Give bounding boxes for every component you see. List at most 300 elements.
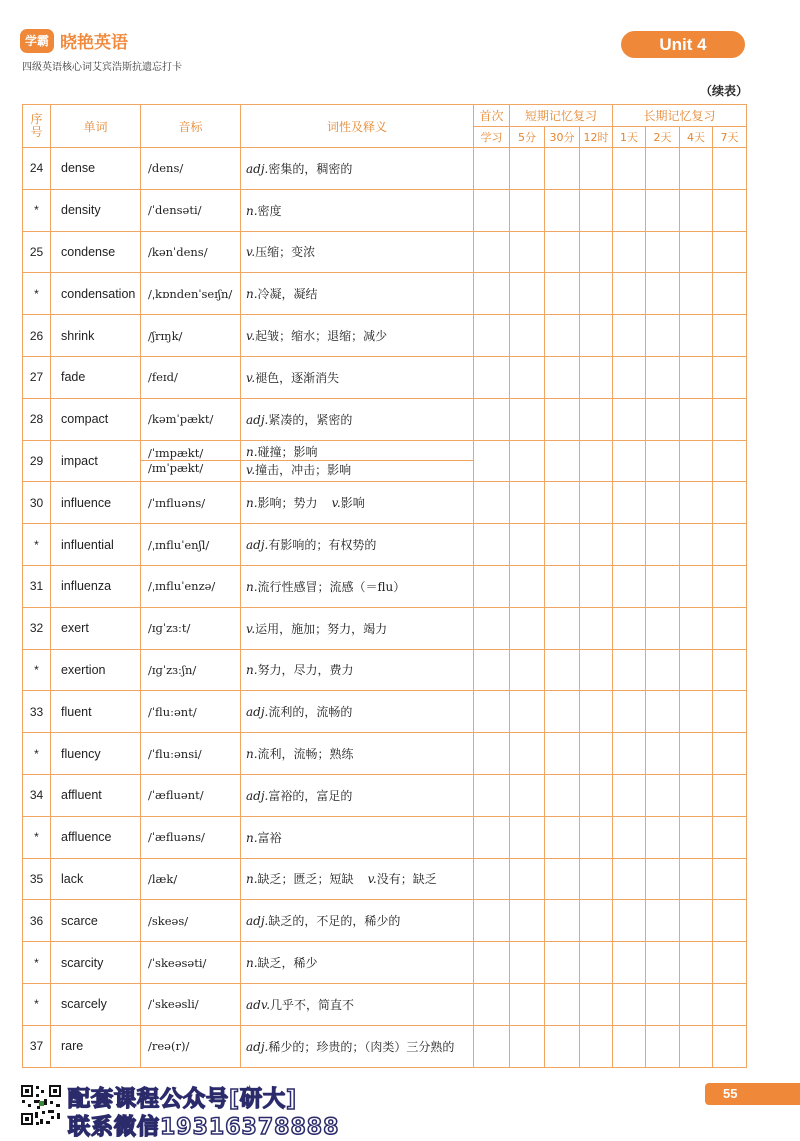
review-checkbox-cell[interactable] (545, 482, 580, 524)
entry-phonetic: /læk/ (141, 858, 241, 900)
continued-label: （续表） (700, 84, 749, 98)
entry-definition (241, 816, 474, 858)
meaning-text: 褪色，逐渐消失 (255, 370, 340, 385)
review-checkbox-cell[interactable] (713, 733, 747, 775)
review-checkbox-cell[interactable] (580, 900, 613, 942)
table-row (23, 440, 747, 482)
review-checkbox-cell[interactable] (545, 900, 580, 942)
entry-number: 28 (23, 398, 51, 440)
entry-number: 36 (23, 900, 51, 942)
review-checkbox-cell[interactable] (580, 273, 613, 315)
review-checkbox-cell[interactable] (510, 482, 545, 524)
entry-word: rare (51, 1025, 141, 1067)
review-checkbox-cell[interactable] (680, 816, 713, 858)
entry-word: dense (51, 148, 141, 190)
entry-phonetic: /reə(r)/ (141, 1025, 241, 1067)
review-checkbox-cell[interactable] (646, 189, 680, 231)
review-checkbox-cell[interactable] (510, 148, 545, 190)
review-checkbox-cell[interactable] (646, 398, 680, 440)
entry-word: exertion (51, 649, 141, 691)
review-checkbox-cell[interactable] (474, 315, 510, 357)
review-checkbox-cell[interactable] (580, 524, 613, 566)
review-checkbox-cell[interactable] (474, 398, 510, 440)
review-checkbox-cell[interactable] (713, 315, 747, 357)
review-checkbox-cell[interactable] (713, 189, 747, 231)
review-checkbox-cell[interactable] (580, 733, 613, 775)
review-checkbox-cell[interactable] (510, 942, 545, 984)
derivative-star: * (23, 273, 51, 315)
review-checkbox-cell[interactable] (646, 900, 680, 942)
review-checkbox-cell[interactable] (580, 607, 613, 649)
entry-phonetic: /skeəs/ (141, 900, 241, 942)
review-checkbox-cell[interactable] (510, 231, 545, 273)
review-checkbox-cell[interactable] (545, 942, 580, 984)
header-first-study-top: 首次 (474, 105, 510, 127)
table-row (23, 900, 747, 942)
review-checkbox-cell[interactable] (580, 1025, 613, 1067)
part-of-speech: v. (246, 621, 256, 636)
entry-definition (241, 1025, 474, 1067)
entry-word: shrink (51, 315, 141, 357)
review-checkbox-cell[interactable] (613, 482, 646, 524)
promo-line-2: 联系微信19316378888 (68, 1115, 340, 1140)
review-checkbox-cell[interactable] (680, 148, 713, 190)
review-checkbox-cell[interactable] (713, 607, 747, 649)
meaning-text: 没有；缺乏 (376, 872, 437, 887)
review-checkbox-cell[interactable] (580, 691, 613, 733)
review-checkbox-cell[interactable] (545, 1025, 580, 1067)
entry-definition (241, 983, 474, 1025)
vocabulary-table (22, 104, 747, 1068)
review-checkbox-cell[interactable] (680, 983, 713, 1025)
meaning-text: 撞击，冲击；影响 (255, 463, 352, 478)
review-checkbox-cell[interactable] (474, 649, 510, 691)
meaning-text: 影响；势力 (257, 496, 318, 511)
entry-word: affluence (51, 816, 141, 858)
derivative-star: * (23, 649, 51, 691)
entry-word: scarcely (51, 983, 141, 1025)
table-row (23, 482, 747, 524)
review-checkbox-cell[interactable] (680, 733, 713, 775)
review-checkbox-cell[interactable] (510, 858, 545, 900)
review-checkbox-cell[interactable] (580, 649, 613, 691)
review-checkbox-cell[interactable] (646, 858, 680, 900)
review-checkbox-cell[interactable] (545, 607, 580, 649)
review-checkbox-cell[interactable] (646, 482, 680, 524)
review-checkbox-cell[interactable] (613, 1025, 646, 1067)
header-phonetic: 音标 (141, 105, 241, 148)
meaning-text: 密度 (257, 203, 282, 218)
review-checkbox-cell[interactable] (646, 983, 680, 1025)
meaning-text: 缺乏，稀少 (257, 956, 318, 971)
review-checkbox-cell[interactable] (680, 440, 713, 482)
review-checkbox-cell[interactable] (680, 1025, 713, 1067)
review-checkbox-cell[interactable] (613, 858, 646, 900)
review-checkbox-cell[interactable] (613, 315, 646, 357)
page-header (0, 0, 800, 98)
review-checkbox-cell[interactable] (646, 148, 680, 190)
review-checkbox-cell[interactable] (474, 189, 510, 231)
review-checkbox-cell[interactable] (474, 356, 510, 398)
review-checkbox-cell[interactable] (646, 607, 680, 649)
review-checkbox-cell[interactable] (646, 774, 680, 816)
review-checkbox-cell[interactable] (613, 816, 646, 858)
review-checkbox-cell[interactable] (680, 231, 713, 273)
review-checkbox-cell[interactable] (680, 900, 713, 942)
meaning-text: 密集的，稠密的 (268, 161, 353, 176)
entry-number: 31 (23, 565, 51, 607)
review-checkbox-cell[interactable] (510, 607, 545, 649)
entry-word: condensation (51, 273, 141, 315)
review-checkbox-cell[interactable] (474, 524, 510, 566)
review-checkbox-cell[interactable] (580, 398, 613, 440)
table-row (23, 858, 747, 900)
review-checkbox-cell[interactable] (646, 691, 680, 733)
entry-word: fluent (51, 691, 141, 733)
table-row (23, 398, 747, 440)
review-checkbox-cell[interactable] (545, 524, 580, 566)
part-of-speech: v. (246, 329, 256, 344)
review-checkbox-cell[interactable] (510, 356, 545, 398)
review-checkbox-cell[interactable] (545, 983, 580, 1025)
entry-phonetic: /ˈæfluəns/ (141, 816, 241, 858)
review-checkbox-cell[interactable] (510, 273, 545, 315)
meaning-text: 缺乏；匮乏；短缺 (257, 872, 354, 887)
entry-phonetic: /kənˈdens/ (141, 231, 241, 273)
part-of-speech: n. (246, 663, 258, 678)
review-checkbox-cell[interactable] (510, 440, 545, 482)
review-checkbox-cell[interactable] (713, 816, 747, 858)
entry-definition (241, 315, 474, 357)
review-checkbox-cell[interactable] (613, 900, 646, 942)
brand-name: 晓艳英语 (60, 33, 128, 53)
review-checkbox-cell[interactable] (713, 273, 747, 315)
review-checkbox-cell[interactable] (580, 440, 613, 482)
review-checkbox-cell[interactable] (580, 983, 613, 1025)
entry-phonetic: /ˈskeəsli/ (141, 983, 241, 1025)
review-checkbox-cell[interactable] (613, 440, 646, 482)
review-checkbox-cell[interactable] (580, 858, 613, 900)
review-checkbox-cell[interactable] (680, 189, 713, 231)
header-short-term: 短期记忆复习 (510, 105, 613, 127)
entry-definition (241, 774, 474, 816)
review-checkbox-cell[interactable] (646, 733, 680, 775)
review-checkbox-cell[interactable] (713, 231, 747, 273)
review-checkbox-cell[interactable] (646, 273, 680, 315)
review-checkbox-cell[interactable] (713, 524, 747, 566)
table-row (23, 148, 747, 190)
table-row (23, 524, 747, 566)
review-checkbox-cell[interactable] (713, 774, 747, 816)
header-interval: 30分 (545, 127, 580, 148)
review-checkbox-cell[interactable] (474, 607, 510, 649)
review-checkbox-cell[interactable] (474, 148, 510, 190)
table-row (23, 1025, 747, 1067)
review-checkbox-cell[interactable] (474, 858, 510, 900)
review-checkbox-cell[interactable] (646, 565, 680, 607)
review-checkbox-cell[interactable] (510, 816, 545, 858)
review-checkbox-cell[interactable] (474, 691, 510, 733)
part-of-speech: adj. (246, 914, 269, 929)
review-checkbox-cell[interactable] (510, 398, 545, 440)
review-checkbox-cell[interactable] (510, 733, 545, 775)
part-of-speech: n. (246, 444, 258, 459)
review-checkbox-cell[interactable] (580, 356, 613, 398)
review-checkbox-cell[interactable] (545, 649, 580, 691)
review-checkbox-cell[interactable] (580, 148, 613, 190)
review-checkbox-cell[interactable] (580, 816, 613, 858)
book-subtitle: 四级英语核心词艾宾浩斯抗遗忘打卡 (22, 62, 182, 73)
part-of-speech: adj. (246, 538, 269, 553)
phonetic-noun: /ˈɪmpækt/ (148, 446, 204, 461)
review-checkbox-cell[interactable] (646, 440, 680, 482)
review-checkbox-cell[interactable] (613, 691, 646, 733)
review-checkbox-cell[interactable] (545, 816, 580, 858)
review-checkbox-cell[interactable] (510, 774, 545, 816)
review-checkbox-cell[interactable] (545, 315, 580, 357)
entry-number: 26 (23, 315, 51, 357)
review-checkbox-cell[interactable] (474, 733, 510, 775)
review-checkbox-cell[interactable] (680, 524, 713, 566)
review-checkbox-cell[interactable] (613, 565, 646, 607)
review-checkbox-cell[interactable] (613, 231, 646, 273)
review-checkbox-cell[interactable] (613, 983, 646, 1025)
review-checkbox-cell[interactable] (545, 733, 580, 775)
part-of-speech: v. (367, 872, 377, 887)
review-checkbox-cell[interactable] (545, 440, 580, 482)
review-checkbox-cell[interactable] (510, 983, 545, 1025)
entry-word: influenza (51, 565, 141, 607)
review-checkbox-cell[interactable] (545, 691, 580, 733)
review-checkbox-cell[interactable] (713, 983, 747, 1025)
review-checkbox-cell[interactable] (680, 774, 713, 816)
entry-phonetic: /ˈæfluənt/ (141, 774, 241, 816)
meaning-text: 缺乏的，不足的，稀少的 (268, 914, 401, 929)
review-checkbox-cell[interactable] (680, 691, 713, 733)
review-checkbox-cell[interactable] (713, 482, 747, 524)
header-first-study-bottom: 学习 (474, 127, 510, 148)
entry-phonetic: /dens/ (141, 148, 241, 190)
review-checkbox-cell[interactable] (713, 398, 747, 440)
part-of-speech: adv. (246, 997, 271, 1012)
review-checkbox-cell[interactable] (713, 1025, 747, 1067)
review-checkbox-cell[interactable] (613, 356, 646, 398)
part-of-speech: n. (246, 203, 258, 218)
table-row (23, 231, 747, 273)
entry-definition (241, 189, 474, 231)
review-checkbox-cell[interactable] (680, 607, 713, 649)
review-checkbox-cell[interactable] (680, 649, 713, 691)
review-checkbox-cell[interactable] (580, 565, 613, 607)
table-row (23, 983, 747, 1025)
review-checkbox-cell[interactable] (510, 524, 545, 566)
review-checkbox-cell[interactable] (680, 942, 713, 984)
review-checkbox-cell[interactable] (580, 315, 613, 357)
review-checkbox-cell[interactable] (646, 942, 680, 984)
review-checkbox-cell[interactable] (713, 565, 747, 607)
review-checkbox-cell[interactable] (613, 942, 646, 984)
part-of-speech: v. (246, 462, 256, 477)
entry-definition (241, 649, 474, 691)
review-checkbox-cell[interactable] (713, 649, 747, 691)
table-row (23, 607, 747, 649)
entry-definition (241, 607, 474, 649)
entry-definition (241, 273, 474, 315)
review-checkbox-cell[interactable] (613, 189, 646, 231)
review-checkbox-cell[interactable] (713, 900, 747, 942)
review-checkbox-cell[interactable] (613, 649, 646, 691)
entry-phonetic: /kəmˈpækt/ (141, 398, 241, 440)
entry-number: 27 (23, 356, 51, 398)
review-checkbox-cell[interactable] (474, 482, 510, 524)
review-checkbox-cell[interactable] (680, 273, 713, 315)
table-row (23, 565, 747, 607)
qr-code-icon (20, 1084, 62, 1126)
review-checkbox-cell[interactable] (713, 858, 747, 900)
entry-number: 24 (23, 148, 51, 190)
page-footer (0, 1078, 800, 1141)
review-checkbox-cell[interactable] (510, 189, 545, 231)
review-checkbox-cell[interactable] (545, 356, 580, 398)
entry-definition (241, 691, 474, 733)
review-checkbox-cell[interactable] (713, 691, 747, 733)
review-checkbox-cell[interactable] (646, 649, 680, 691)
review-checkbox-cell[interactable] (510, 315, 545, 357)
review-checkbox-cell[interactable] (474, 900, 510, 942)
review-checkbox-cell[interactable] (646, 1025, 680, 1067)
review-checkbox-cell[interactable] (613, 398, 646, 440)
review-checkbox-cell[interactable] (713, 148, 747, 190)
review-checkbox-cell[interactable] (510, 1025, 545, 1067)
review-checkbox-cell[interactable] (474, 273, 510, 315)
review-checkbox-cell[interactable] (680, 482, 713, 524)
definition-noun (241, 443, 473, 460)
review-checkbox-cell[interactable] (613, 774, 646, 816)
review-checkbox-cell[interactable] (580, 189, 613, 231)
part-of-speech: n. (246, 579, 258, 594)
review-checkbox-cell[interactable] (680, 315, 713, 357)
review-checkbox-cell[interactable] (580, 231, 613, 273)
phonetic-verb: /ɪmˈpækt/ (141, 460, 240, 475)
review-checkbox-cell[interactable] (510, 649, 545, 691)
part-of-speech: n. (246, 496, 258, 511)
entry-number: 25 (23, 231, 51, 273)
entry-definition (241, 482, 474, 524)
review-checkbox-cell[interactable] (613, 733, 646, 775)
review-checkbox-cell[interactable] (510, 691, 545, 733)
review-checkbox-cell[interactable] (646, 356, 680, 398)
review-checkbox-cell[interactable] (545, 858, 580, 900)
review-checkbox-cell[interactable] (613, 148, 646, 190)
meaning-text: 稀少的；珍贵的；（肉类）三分熟的 (268, 1039, 455, 1054)
entry-word: density (51, 189, 141, 231)
entry-definition (241, 440, 474, 482)
table-row (23, 942, 747, 984)
part-of-speech: n. (246, 747, 258, 762)
meaning-text: 起皱；缩水；退缩；减少 (255, 329, 388, 344)
review-checkbox-cell[interactable] (474, 440, 510, 482)
review-checkbox-cell[interactable] (713, 942, 747, 984)
entry-word: influence (51, 482, 141, 524)
review-checkbox-cell[interactable] (580, 942, 613, 984)
part-of-speech: adj. (246, 705, 269, 720)
header-interval: 12时 (580, 127, 613, 148)
meaning-text: 流行性感冒；流感（＝flu） (257, 579, 406, 594)
part-of-speech: n. (246, 956, 258, 971)
table-row (23, 356, 747, 398)
review-checkbox-cell[interactable] (613, 273, 646, 315)
review-checkbox-cell[interactable] (713, 440, 747, 482)
review-checkbox-cell[interactable] (474, 942, 510, 984)
review-checkbox-cell[interactable] (580, 482, 613, 524)
review-checkbox-cell[interactable] (646, 315, 680, 357)
page-number: 55 (705, 1083, 800, 1105)
review-checkbox-cell[interactable] (510, 565, 545, 607)
review-checkbox-cell[interactable] (474, 231, 510, 273)
header-word: 单词 (51, 105, 141, 148)
review-checkbox-cell[interactable] (510, 900, 545, 942)
review-checkbox-cell[interactable] (613, 524, 646, 566)
brand-logo (20, 28, 128, 53)
entry-phonetic (141, 440, 241, 482)
review-checkbox-cell[interactable] (545, 398, 580, 440)
entry-number: 34 (23, 774, 51, 816)
meaning-text: 紧凑的，紧密的 (268, 412, 353, 427)
review-checkbox-cell[interactable] (580, 774, 613, 816)
review-checkbox-cell[interactable] (545, 148, 580, 190)
entry-definition (241, 942, 474, 984)
review-checkbox-cell[interactable] (474, 565, 510, 607)
entry-number: 37 (23, 1025, 51, 1067)
entry-word: affluent (51, 774, 141, 816)
part-of-speech: v. (246, 245, 256, 260)
review-checkbox-cell[interactable] (680, 565, 713, 607)
entry-definition (241, 900, 474, 942)
entry-phonetic: /ɪɡˈzɜːʃn/ (141, 649, 241, 691)
review-checkbox-cell[interactable] (545, 273, 580, 315)
review-checkbox-cell[interactable] (680, 356, 713, 398)
review-checkbox-cell[interactable] (713, 356, 747, 398)
review-checkbox-cell[interactable] (613, 607, 646, 649)
review-checkbox-cell[interactable] (680, 858, 713, 900)
review-checkbox-cell[interactable] (474, 816, 510, 858)
review-checkbox-cell[interactable] (646, 524, 680, 566)
review-checkbox-cell[interactable] (474, 983, 510, 1025)
derivative-star: * (23, 733, 51, 775)
part-of-speech: n. (246, 872, 258, 887)
entry-phonetic: /feɪd/ (141, 356, 241, 398)
unit-badge: Unit 4 (621, 31, 745, 58)
review-checkbox-cell[interactable] (545, 774, 580, 816)
review-checkbox-cell[interactable] (474, 774, 510, 816)
review-checkbox-cell[interactable] (545, 565, 580, 607)
review-checkbox-cell[interactable] (545, 189, 580, 231)
part-of-speech: adj. (246, 788, 269, 803)
header-interval: 4天 (680, 127, 713, 148)
review-checkbox-cell[interactable] (646, 816, 680, 858)
entry-phonetic: /ˈɪnfluəns/ (141, 482, 241, 524)
table-row (23, 774, 747, 816)
table-row (23, 189, 747, 231)
review-checkbox-cell[interactable] (680, 398, 713, 440)
header-number: 序 号 (23, 105, 51, 148)
entry-number: 30 (23, 482, 51, 524)
review-checkbox-cell[interactable] (474, 1025, 510, 1067)
review-checkbox-cell[interactable] (545, 231, 580, 273)
meaning-text: 几乎不，简直不 (270, 997, 355, 1012)
review-checkbox-cell[interactable] (646, 231, 680, 273)
entry-number: 32 (23, 607, 51, 649)
